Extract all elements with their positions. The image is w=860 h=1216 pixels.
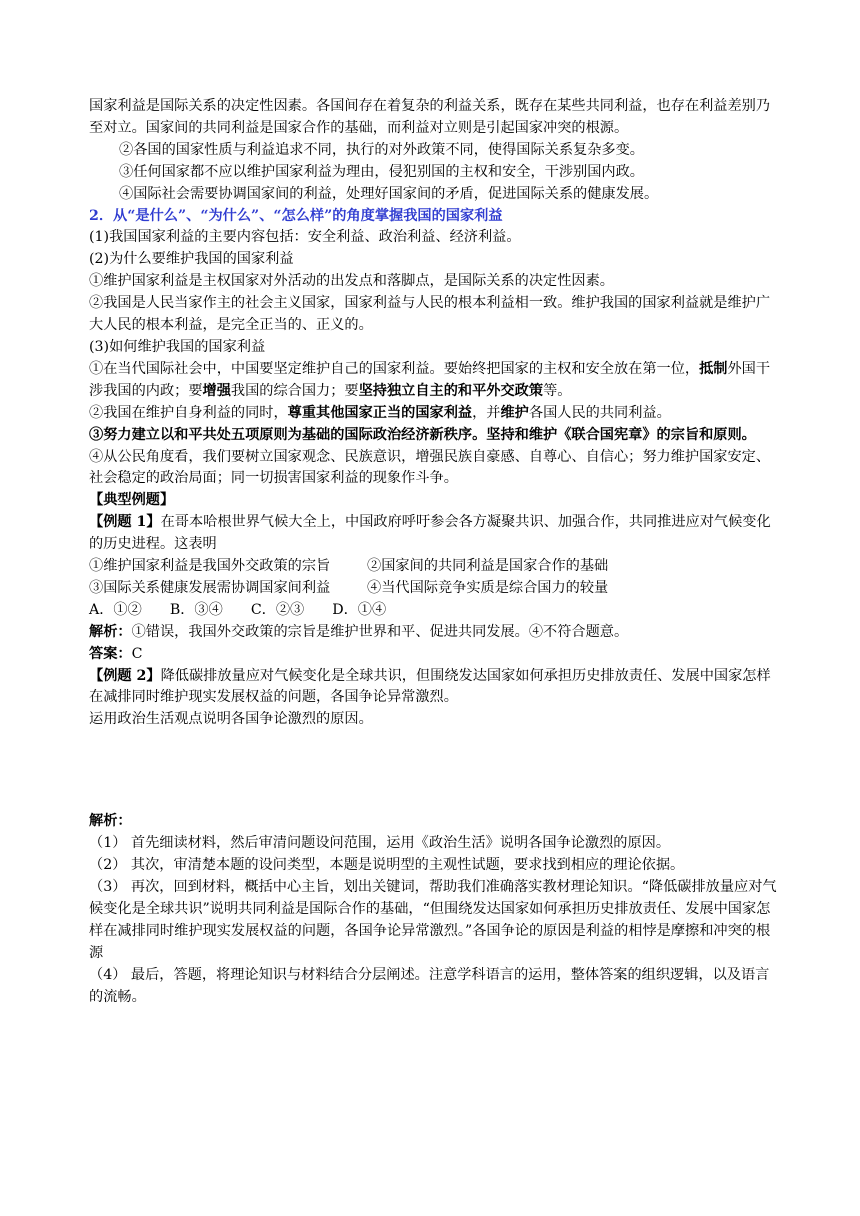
- question-1: (1)我国国家利益的主要内容包括：安全利益、政治利益、经济利益。: [89, 229, 521, 246]
- answer-text: C: [131, 645, 143, 662]
- option-1: ①维护国家利益是我国外交政策的宗旨: [89, 558, 331, 575]
- intro-paragraph: 国家利益是国际关系的决定性因素。各国间存在着复杂的利益关系，既存在某些共同利益，也存在利益差别乃至对立。国家间的共同利益是国家合作的基础，而利益对立则是引起国家冲突的根源。: [89, 98, 771, 136]
- bold-run: 尊重其他国家正当的国家利益: [287, 404, 473, 421]
- analysis-text: ①错误，我国外交政策的宗旨是维护世界和平、促进共同发展。④不符合题意。: [131, 623, 629, 640]
- analysis-label: 解析：: [89, 623, 132, 640]
- choice-a: A．①②: [89, 601, 142, 618]
- text-run: 外国干涉我国的内政；要: [89, 360, 771, 399]
- choice-d: D．①④: [332, 601, 387, 618]
- option-3: ③国际关系健康发展需协调国家间利益: [89, 579, 331, 596]
- analysis-step-1: （1） 首先细读材料，然后审清问题设问范围，运用《政治生活》说明各国争论激烈的原因。: [89, 835, 671, 852]
- analysis-step-3: （3） 再次，回到材料，概括中心主旨，划出关键词，帮助我们准确落实教材理论知识。“降低碳排放量应对气候变化是全球共识”说明共同利益是国际合作的基础，“但围绕发达国家如何承担历史排放责任、发展中国家怎样在减排同时维护现实发展权益的问题，各国争论异常激烈。”各国争论的原因是利益的相悖是摩擦和冲突的根源: [89, 879, 777, 961]
- example-1: [89, 512, 779, 556]
- examples-heading: 【典型例题】: [89, 492, 175, 509]
- analysis-step-4: （4） 最后，答题，将理论知识与材料结合分层阐述。注意学科语言的运用，整体答案的组织逻辑，以及语言的流畅。: [89, 966, 770, 1005]
- example-2: [89, 666, 779, 710]
- document-page: [89, 96, 779, 1008]
- example-2-label: 【例题 2】: [89, 667, 161, 684]
- example-1-analysis: [89, 622, 779, 644]
- bold-run: 抵制: [699, 360, 728, 377]
- text-run: ，并: [472, 404, 501, 421]
- analysis-2-label: 解析：: [89, 813, 132, 830]
- text-run: 我国的综合国力；要: [230, 382, 359, 399]
- bold-run: 增强: [202, 382, 231, 399]
- point-3: ③任何国家都不应以维护国家利益为理由，侵犯别国的主权和安全，干涉别国内政。: [119, 163, 644, 180]
- question-3-point-4: ④从公民角度看，我们要树立国家观念、民族意识，增强民族自豪感、自尊心、自信心；努力维护国家安定、社会稳定的政治局面；同一切损害国家利益的现象作斗争。: [89, 448, 771, 487]
- example-2-text: 降低碳排放量应对气候变化是全球共识，但围绕发达国家如何承担历史排放责任、发展中国家怎样在减排同时维护现实发展权益的问题，各国争论异常激烈。: [89, 667, 771, 706]
- option-2: ②国家间的共同利益是国家合作的基础: [367, 558, 609, 575]
- question-3-point-2: [89, 403, 779, 425]
- choices: [89, 600, 779, 622]
- question-3-point-1: [89, 359, 779, 403]
- choice-b: B．③④: [169, 601, 223, 618]
- answer-space: [89, 731, 779, 811]
- option-4: ④当代国际竞争实质是综合国力的较量: [367, 579, 609, 596]
- bold-run: 坚持独立自主的和平外交政策: [358, 382, 544, 399]
- question-3: (3)如何维护我国的国家利益: [89, 338, 266, 355]
- text-run: ②我国在维护自身利益的同时，: [89, 404, 288, 421]
- text-run: ①在当代国际社会中，中国要坚定维护自己的国家利益。要始终把国家的主权和安全放在第一位，: [89, 360, 700, 377]
- answer-label: 答案：: [89, 645, 132, 662]
- text-run: 等。: [543, 382, 572, 399]
- choice-c: C．②③: [250, 601, 305, 618]
- analysis-step-2: （2） 其次，审清楚本题的设问类型，本题是说明型的主观性试题，要求找到相应的理论依据。: [89, 857, 685, 874]
- example-1-answer: [89, 644, 779, 666]
- options-row-2: [89, 578, 779, 600]
- point-4: ④国际社会需要协调国家间的利益，处理好国家间的矛盾，促进国际关系的健康发展。: [119, 185, 659, 202]
- question-2: (2)为什么要维护我国的国家利益: [89, 251, 294, 268]
- bold-run: 维护: [500, 404, 529, 421]
- example-1-label: 【例题 1】: [89, 514, 161, 531]
- example-2-question: 运用政治生活观点说明各国争论激烈的原因。: [89, 711, 373, 728]
- options-row-1: [89, 556, 779, 578]
- question-2-point-2: ②我国是人民当家作主的社会主义国家，国家利益与人民的根本利益相一致。维护我国的国家利益就是维护广大人民的根本利益，是完全正当的、正义的。: [89, 295, 771, 334]
- question-2-point-1: ①维护国家利益是主权国家对外活动的出发点和落脚点，是国际关系的决定性因素。: [89, 273, 614, 290]
- text-run: 各国人民的共同利益。: [528, 404, 671, 421]
- question-3-point-3: ③努力建立以和平共处五项原则为基础的国际政治经济新秩序。坚持和维护《联合国宪章》的宗旨和原则。: [89, 426, 756, 443]
- section-heading: 2．从“是什么”、“为什么”、“怎么样”的角度掌握我国的国家利益: [89, 207, 503, 224]
- point-2: ②各国的国家性质与利益追求不同，执行的对外政策不同，使得国际关系复杂多变。: [119, 141, 644, 158]
- example-1-text: 在哥本哈根世界气候大全上，中国政府呼吁参会各方凝聚共识、加强合作，共同推进应对气候变化的历史进程。这表明: [89, 514, 771, 553]
